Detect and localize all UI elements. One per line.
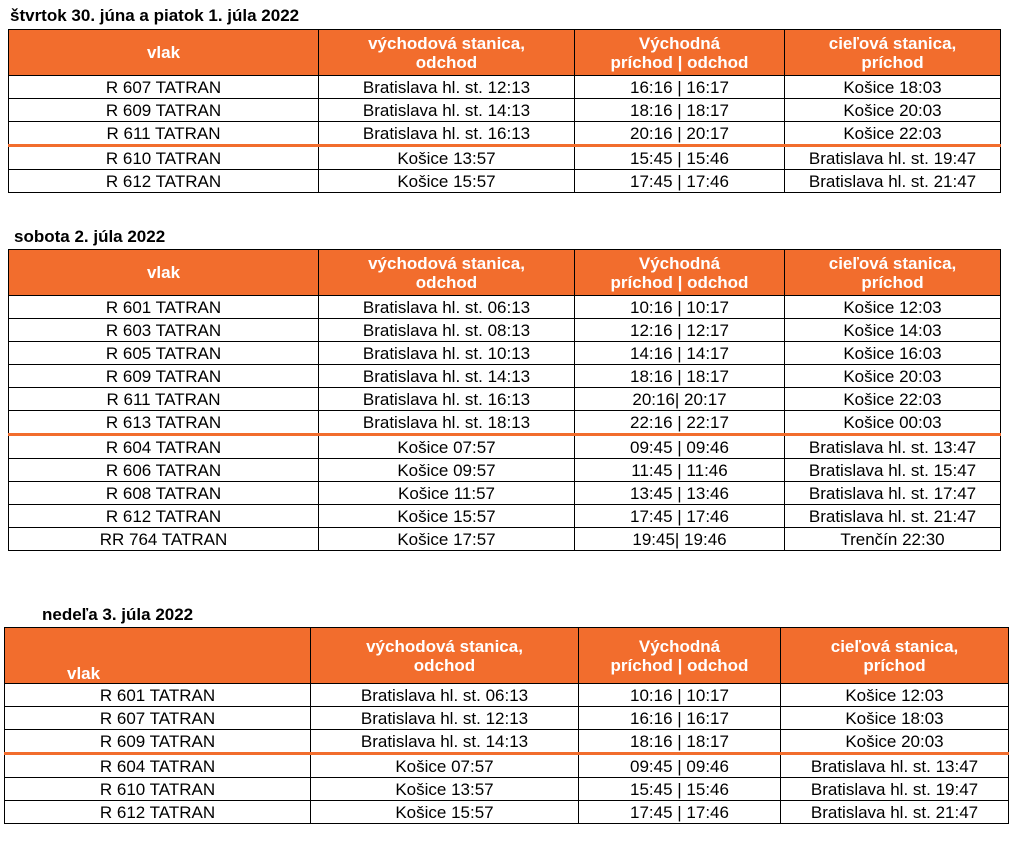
col-header-vychodna: Východná príchod | odchod bbox=[579, 628, 781, 684]
arrival: Bratislava hl. st. 21:47 bbox=[785, 170, 1001, 193]
vychodna-times: 20:16| 20:17 bbox=[575, 388, 785, 411]
vychodna-times: 18:16 | 18:17 bbox=[575, 99, 785, 122]
section-title: sobota 2. júla 2022 bbox=[14, 227, 166, 246]
arrival: Bratislava hl. st. 21:47 bbox=[781, 801, 1009, 824]
arrival: Košice 20:03 bbox=[785, 365, 1001, 388]
arrival: Košice 22:03 bbox=[785, 388, 1001, 411]
departure: Košice 15:57 bbox=[319, 505, 575, 528]
departure: Košice 09:57 bbox=[319, 459, 575, 482]
arrival: Košice 20:03 bbox=[785, 99, 1001, 122]
table-row bbox=[9, 146, 1001, 170]
vychodna-times: 16:16 | 16:17 bbox=[579, 707, 781, 730]
train-name: R 609 TATRAN bbox=[9, 365, 319, 388]
arrival: Košice 16:03 bbox=[785, 342, 1001, 365]
col-header-departure: východová stanica, odchod bbox=[319, 30, 575, 76]
train-name: R 604 TATRAN bbox=[5, 754, 311, 778]
train-name: R 607 TATRAN bbox=[5, 707, 311, 730]
table-row bbox=[9, 319, 1001, 342]
vychodna-times: 16:16 | 16:17 bbox=[575, 76, 785, 99]
col-header-departure: východová stanica, odchod bbox=[311, 628, 579, 684]
vychodna-times: 17:45 | 17:46 bbox=[575, 170, 785, 193]
vychodna-times: 18:16 | 18:17 bbox=[575, 365, 785, 388]
table-row bbox=[5, 707, 1009, 730]
departure: Bratislava hl. st. 12:13 bbox=[311, 707, 579, 730]
table-row bbox=[9, 459, 1001, 482]
departure: Bratislava hl. st. 16:13 bbox=[319, 388, 575, 411]
col-header-destination: cieľová stanica, príchod bbox=[785, 250, 1001, 296]
arrival: Bratislava hl. st. 19:47 bbox=[785, 146, 1001, 170]
departure: Košice 13:57 bbox=[319, 146, 575, 170]
departure: Bratislava hl. st. 14:13 bbox=[319, 99, 575, 122]
train-name: RR 764 TATRAN bbox=[9, 528, 319, 551]
arrival: Košice 12:03 bbox=[785, 296, 1001, 319]
arrival: Bratislava hl. st. 15:47 bbox=[785, 459, 1001, 482]
train-name: R 612 TATRAN bbox=[9, 505, 319, 528]
train-name: R 607 TATRAN bbox=[9, 76, 319, 99]
departure: Bratislava hl. st. 06:13 bbox=[311, 684, 579, 707]
table-row bbox=[9, 365, 1001, 388]
arrival: Bratislava hl. st. 17:47 bbox=[785, 482, 1001, 505]
vychodna-times: 09:45 | 09:46 bbox=[575, 435, 785, 459]
train-name: R 611 TATRAN bbox=[9, 388, 319, 411]
vychodna-times: 09:45 | 09:46 bbox=[579, 754, 781, 778]
vychodna-times: 14:16 | 14:17 bbox=[575, 342, 785, 365]
vychodna-times: 17:45 | 17:46 bbox=[575, 505, 785, 528]
table-row bbox=[9, 435, 1001, 459]
vychodna-times: 19:45| 19:46 bbox=[575, 528, 785, 551]
table-row bbox=[5, 730, 1009, 754]
train-name: R 606 TATRAN bbox=[9, 459, 319, 482]
col-header-train: vlak bbox=[5, 628, 311, 684]
departure: Bratislava hl. st. 18:13 bbox=[319, 411, 575, 435]
departure: Bratislava hl. st. 12:13 bbox=[319, 76, 575, 99]
train-name: R 604 TATRAN bbox=[9, 435, 319, 459]
arrival: Bratislava hl. st. 13:47 bbox=[781, 754, 1009, 778]
vychodna-times: 10:16 | 10:17 bbox=[579, 684, 781, 707]
arrival: Bratislava hl. st. 19:47 bbox=[781, 778, 1009, 801]
col-header-destination: cieľová stanica, príchod bbox=[785, 30, 1001, 76]
arrival: Košice 20:03 bbox=[781, 730, 1009, 754]
departure: Bratislava hl. st. 14:13 bbox=[311, 730, 579, 754]
table-row bbox=[9, 528, 1001, 551]
table-row bbox=[9, 99, 1001, 122]
vychodna-times: 22:16 | 22:17 bbox=[575, 411, 785, 435]
train-name: R 609 TATRAN bbox=[5, 730, 311, 754]
departure: Košice 15:57 bbox=[311, 801, 579, 824]
table-row bbox=[9, 170, 1001, 193]
arrival: Košice 12:03 bbox=[781, 684, 1009, 707]
departure: Košice 17:57 bbox=[319, 528, 575, 551]
table-row bbox=[9, 411, 1001, 435]
departure: Košice 11:57 bbox=[319, 482, 575, 505]
col-header-vychodna: Východná príchod | odchod bbox=[575, 250, 785, 296]
table-row bbox=[9, 388, 1001, 411]
train-name: R 603 TATRAN bbox=[9, 319, 319, 342]
vychodna-times: 11:45 | 11:46 bbox=[575, 459, 785, 482]
vychodna-times: 13:45 | 13:46 bbox=[575, 482, 785, 505]
arrival: Košice 00:03 bbox=[785, 411, 1001, 435]
table-row bbox=[9, 505, 1001, 528]
vychodna-times: 10:16 | 10:17 bbox=[575, 296, 785, 319]
table-row bbox=[5, 801, 1009, 824]
train-name: R 612 TATRAN bbox=[5, 801, 311, 824]
arrival: Košice 18:03 bbox=[785, 76, 1001, 99]
departure: Košice 07:57 bbox=[311, 754, 579, 778]
arrival: Košice 22:03 bbox=[785, 122, 1001, 146]
section-title: štvrtok 30. júna a piatok 1. júla 2022 bbox=[10, 6, 300, 25]
timetable-thursday-friday bbox=[8, 29, 1001, 193]
train-name: R 613 TATRAN bbox=[9, 411, 319, 435]
table-row bbox=[9, 342, 1001, 365]
table-row bbox=[5, 778, 1009, 801]
col-header-train: vlak bbox=[9, 250, 319, 296]
train-name: R 601 TATRAN bbox=[9, 296, 319, 319]
departure: Košice 15:57 bbox=[319, 170, 575, 193]
timetable-sunday bbox=[4, 627, 1009, 824]
train-name: R 608 TATRAN bbox=[9, 482, 319, 505]
table-row bbox=[5, 754, 1009, 778]
vychodna-times: 15:45 | 15:46 bbox=[579, 778, 781, 801]
table-row bbox=[9, 482, 1001, 505]
vychodna-times: 20:16 | 20:17 bbox=[575, 122, 785, 146]
table-row bbox=[9, 296, 1001, 319]
table-row bbox=[9, 76, 1001, 99]
table-row bbox=[9, 122, 1001, 146]
section-title: nedeľa 3. júla 2022 bbox=[42, 605, 194, 624]
departure: Bratislava hl. st. 14:13 bbox=[319, 365, 575, 388]
arrival: Košice 14:03 bbox=[785, 319, 1001, 342]
train-name: R 612 TATRAN bbox=[9, 170, 319, 193]
departure: Košice 07:57 bbox=[319, 435, 575, 459]
departure: Bratislava hl. st. 16:13 bbox=[319, 122, 575, 146]
col-header-departure: východová stanica, odchod bbox=[319, 250, 575, 296]
train-name: R 609 TATRAN bbox=[9, 99, 319, 122]
vychodna-times: 17:45 | 17:46 bbox=[579, 801, 781, 824]
train-name: R 611 TATRAN bbox=[9, 122, 319, 146]
vychodna-times: 12:16 | 12:17 bbox=[575, 319, 785, 342]
departure: Košice 13:57 bbox=[311, 778, 579, 801]
departure: Bratislava hl. st. 10:13 bbox=[319, 342, 575, 365]
train-name: R 601 TATRAN bbox=[5, 684, 311, 707]
arrival: Košice 18:03 bbox=[781, 707, 1009, 730]
col-header-train: vlak bbox=[9, 30, 319, 76]
train-name: R 610 TATRAN bbox=[5, 778, 311, 801]
col-header-destination: cieľová stanica, príchod bbox=[781, 628, 1009, 684]
arrival: Trenčín 22:30 bbox=[785, 528, 1001, 551]
departure: Bratislava hl. st. 06:13 bbox=[319, 296, 575, 319]
timetable-saturday bbox=[8, 249, 1001, 551]
arrival: Bratislava hl. st. 13:47 bbox=[785, 435, 1001, 459]
vychodna-times: 15:45 | 15:46 bbox=[575, 146, 785, 170]
arrival: Bratislava hl. st. 21:47 bbox=[785, 505, 1001, 528]
col-header-vychodna: Východná príchod | odchod bbox=[575, 30, 785, 76]
train-name: R 610 TATRAN bbox=[9, 146, 319, 170]
train-name: R 605 TATRAN bbox=[9, 342, 319, 365]
departure: Bratislava hl. st. 08:13 bbox=[319, 319, 575, 342]
table-row bbox=[5, 684, 1009, 707]
vychodna-times: 18:16 | 18:17 bbox=[579, 730, 781, 754]
